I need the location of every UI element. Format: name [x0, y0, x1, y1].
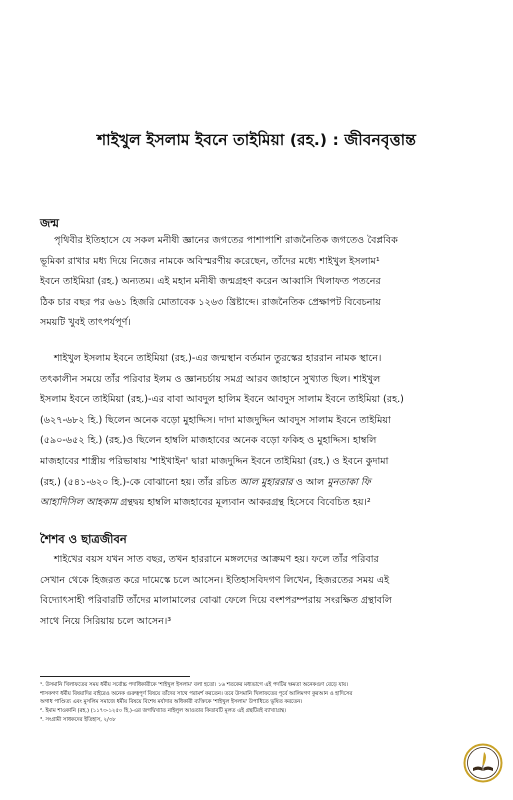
footnote-line: ². ইমাম শাওকানি (রহ.) (১১৭৩-১২৫০ হি.)-এর জগদ্বিখ্যাত নাইলুল আওতার কিতাবটি মূলত এই গ্রন্থটিরই ব্যাখ্যাগ্রন্থ। — [40, 708, 286, 715]
text-line-books-b: আহাদিসিল আহকাম গ্রন্থদ্বয় হাম্বলি মাজহাবের মূল্যবান আকরগ্রন্থ হিসেবে বিবেচিত হয়।² — [40, 497, 371, 509]
text-line: সাথে নিয়ে সিরিয়ায় চলে আসেন।³ — [40, 615, 172, 627]
text-line: মাজহাবের শাস্ত্রীয় পরিভাষায় 'শাইখাইন' দ্বারা মাজদুদ্দিন ইবনে তাইমিয়া (রহ.) ও ইবনে কুদামা — [40, 455, 389, 467]
text-line: সেখান থেকে হিজরত করে দামেস্কে চলে আসেন। ইতিহাসবিদগণ লিখেন, হিজরতের সময় এই — [40, 574, 390, 586]
text-line: তৎকালীন সময়ে তাঁর পরিবার ইলম ও জ্ঞানচর্চায় সমগ্র আরব জাহানে সুখ্যাত ছিল। শাইখুল — [40, 373, 381, 385]
text-line: শাইখুল ইসলাম ইবনে তাইমিয়া (রহ.)-এর জন্মস্থান বর্তমান তুরস্কের হাররান নামক স্থানে। — [54, 353, 382, 364]
text-line: ইসলাম ইবনে তাইমিয়া (রহ.)-এর বাবা আবদুল হালিম ইবনে আবদুস সালাম ইবনে তাইমিয়া (রহ.) — [40, 394, 404, 406]
text-line: শাইখের বয়স যখন সাত বছর, তখন হাররানে মঙ্গলদের আক্রমণ হয়। ফলে তাঁর পরিবার — [54, 554, 379, 565]
book-quill-emblem-icon — [463, 743, 503, 783]
text-line: বিদ্যোৎসাহী পরিবারটি তাঁদের মালামালের বোঝা ফেলে দিয়ে বংশপরম্পরায় সংরক্ষিত গ্রন্থাবলি — [40, 595, 392, 607]
paragraph-birth-family — [40, 349, 482, 514]
book-title: মুনতাকা ফি — [327, 476, 371, 488]
paragraph-childhood — [40, 550, 482, 632]
footnote-line: ³. সংগ্রামী সাধকদের ইতিহাস, ২/৩৮ — [40, 716, 116, 723]
footnotes — [40, 681, 485, 725]
text-line-books-a: (রহ.) (৫৪১-৬২০ হি.)-কে বোঝানো হয়। তাঁর রচিত আল মুহাররার ও আল মুনতাকা ফি — [40, 476, 371, 488]
text-line: সময়টি খুবই তাৎপর্যপূর্ণ। — [40, 317, 131, 329]
section-heading-childhood: শৈশব ও ছাত্রজীবন — [40, 532, 127, 546]
text-line: ভূমিকা রাখার মধ্য দিয়ে নিজের নামকে অবিস্মরণীয় করেছেন, তাঁদের মধ্যে শাইখুল ইসলাম¹ — [40, 255, 380, 267]
footnote-divider — [40, 676, 190, 677]
section-heading-birth: জন্ম — [40, 216, 59, 230]
page-title: শাইখুল ইসলাম ইবনে তাইমিয়া (রহ.) : জীবনবৃত্তান্ত — [96, 131, 417, 149]
footnote-line: শাসকগণ ধর্মীয় বিষয়াদির বাইরেও অনেক গুরুত্বপূর্ণ বিষয়ে তাঁদের সাথে পরামর্শ করতেন। তবে উসমানি খিলাফতের পূর্বে আলিমগণ কুরআন ও হাদিসের — [40, 690, 353, 697]
book-title: আল মুহাররার — [239, 476, 293, 488]
footnote-line: ¹. উসমানি খিলাফতের সময় ধর্মীয় সর্বোচ্চ পদাধিকারীকে 'শাইখুল ইসলাম' বলা হতো। ১৬ শতকের মধ্যভাগে এই পদটির ক্ষমতা অনেকগুণ বেড়ে যায়। — [40, 682, 349, 688]
text-line: ঠিক চার বছর পর ৬৬১ হিজরি মোতাবেক ১২৬৩ খ্রিষ্টাব্দে। রাজনৈতিক প্রেক্ষাপট বিবেচনায় — [40, 296, 381, 308]
text-line: (৫৯০-৬৫২ হি.) (রহ.)ও ছিলেন হাম্বলি মাজহাবের অনেক বড়ো ফকিহ ও মুহাদ্দিস। হাম্বলি — [40, 435, 377, 447]
text-line: ইবনে তাইমিয়া (রহ.) অন্যতম। এই মহান মনীষী জন্মগ্রহণ করেন আব্বাসি খিলাফত পতনের — [40, 276, 381, 288]
text-line: পৃথিবীর ইতিহাসে যে সকল মনীষী জ্ঞানের জগতের পাশাপাশি রাজনৈতিক জগতেও বৈপ্লবিক — [54, 235, 398, 246]
book-title: আহাদিসিল আহকাম — [40, 497, 118, 509]
paragraph-birth-intro — [40, 231, 482, 334]
text-line: (৬২৭-৬৮২ হি.) ছিলেন অনেক বড়ো মুহাদ্দিস। দাদা মাজদুদ্দিন আবদুস সালাম ইবনে তাইমিয়া — [40, 414, 391, 426]
footnote-line: অগাধ পাণ্ডিত্য এবং মুসলিম সমাজে ধর্মীয় বিষয়ে বিশেষ মর্যাদার অধিকারী ব্যক্তিকে 'শাইখুল ইসলাম' উপাধিতে ভূষিত করতেন। — [40, 699, 303, 706]
